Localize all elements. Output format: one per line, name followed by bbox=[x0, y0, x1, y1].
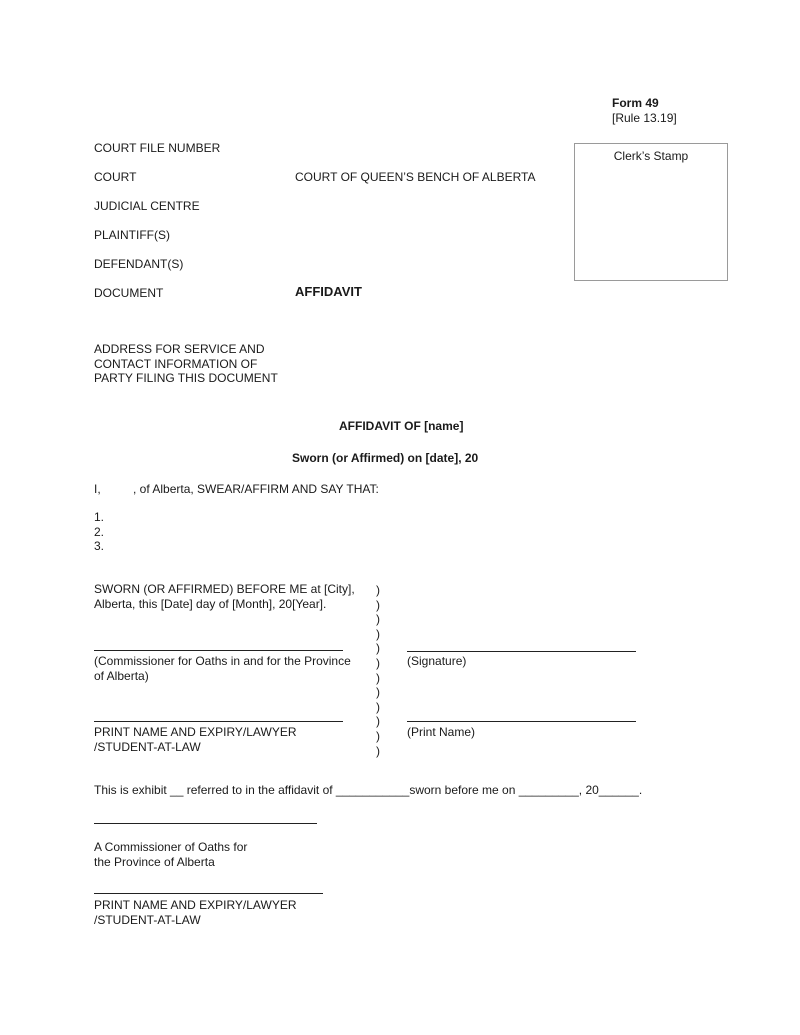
exhibit-print-name-expiry-label bbox=[94, 898, 297, 927]
address-for-service-label bbox=[94, 342, 278, 386]
bracket: ) bbox=[376, 583, 380, 597]
clerks-stamp-box bbox=[574, 143, 728, 281]
affidavit-title: AFFIDAVIT OF [name] bbox=[339, 419, 464, 433]
form-number: Form 49 bbox=[612, 96, 659, 110]
plaintiffs-label: PLAINTIFF(S) bbox=[94, 228, 171, 242]
bracket: ) bbox=[376, 699, 380, 714]
statement-intro-rest: , of Alberta, SWEAR/AFFIRM AND SAY THAT: bbox=[133, 482, 379, 496]
commissioner-line: (Commissioner for Oaths in and for the Province bbox=[94, 654, 351, 668]
statement-list bbox=[94, 510, 104, 554]
address-line: PARTY FILING THIS DOCUMENT bbox=[94, 371, 278, 385]
document-label: DOCUMENT bbox=[94, 286, 164, 300]
commissioner-print-name-line bbox=[94, 721, 343, 722]
bracket: ) bbox=[376, 641, 380, 656]
list-item: 2. bbox=[94, 524, 105, 539]
defendants-label: DEFENDANT(S) bbox=[94, 257, 184, 271]
bracket: ) bbox=[376, 670, 380, 685]
bracket: ) bbox=[376, 597, 380, 612]
bracket: ) bbox=[376, 743, 380, 758]
exhibit-print-line: /STUDENT-AT-LAW bbox=[94, 912, 201, 927]
clerks-stamp-label: Clerk’s Stamp bbox=[613, 149, 689, 163]
address-line: ADDRESS FOR SERVICE AND bbox=[94, 342, 265, 356]
list-item: 1. bbox=[94, 510, 105, 524]
sworn-on-line: Sworn (or Affirmed) on [date], 20 bbox=[292, 451, 479, 465]
bracket: ) bbox=[376, 626, 380, 641]
exhibit-commissioner-signature-line bbox=[94, 823, 317, 824]
sworn-line: Alberta, this [Date] day of [Month], 20[Year]. bbox=[94, 596, 327, 611]
bracket: ) bbox=[376, 685, 380, 700]
exhibit-print-line: PRINT NAME AND EXPIRY/LAWYER bbox=[94, 898, 297, 912]
deponent-signature-line bbox=[407, 651, 636, 652]
exhibit-statement: This is exhibit __ referred to in the affidavit of ___________sworn before me on _________, 20______. bbox=[94, 783, 643, 797]
deponent-print-name-line bbox=[407, 721, 636, 722]
court-file-number-label: COURT FILE NUMBER bbox=[94, 141, 221, 155]
form-rule: [Rule 13.19] bbox=[612, 111, 677, 125]
list-item: 3. bbox=[94, 539, 105, 553]
document-value: AFFIDAVIT bbox=[295, 284, 362, 299]
print-name-label: (Print Name) bbox=[407, 725, 476, 739]
commissioner-of-oaths-label bbox=[94, 840, 247, 869]
commissioner-block-line: the Province of Alberta bbox=[94, 854, 215, 869]
court-value: COURT OF QUEEN’S BENCH OF ALBERTA bbox=[295, 170, 536, 184]
sworn-line: SWORN (OR AFFIRMED) BEFORE ME at [City], bbox=[94, 582, 355, 596]
bracket: ) bbox=[376, 655, 380, 670]
print-name-expiry-line: /STUDENT-AT-LAW bbox=[94, 739, 201, 754]
commissioner-for-oaths-label bbox=[94, 654, 351, 683]
bracket-column bbox=[376, 583, 380, 758]
bracket: ) bbox=[376, 714, 380, 729]
signature-label: (Signature) bbox=[407, 654, 467, 668]
judicial-centre-label: JUDICIAL CENTRE bbox=[94, 199, 200, 213]
court-label: COURT bbox=[94, 170, 137, 184]
commissioner-block-line: A Commissioner of Oaths for bbox=[94, 840, 248, 854]
print-name-expiry-label bbox=[94, 725, 297, 754]
commissioner-signature-line bbox=[94, 650, 343, 651]
statement-intro-i: I, bbox=[94, 482, 101, 496]
bracket: ) bbox=[376, 728, 380, 743]
print-name-expiry-line: PRINT NAME AND EXPIRY/LAWYER bbox=[94, 725, 297, 739]
commissioner-line: of Alberta) bbox=[94, 668, 149, 683]
sworn-before-me-text bbox=[94, 582, 355, 611]
bracket: ) bbox=[376, 612, 380, 627]
address-line: CONTACT INFORMATION OF bbox=[94, 356, 258, 371]
exhibit-print-name-line bbox=[94, 893, 323, 894]
